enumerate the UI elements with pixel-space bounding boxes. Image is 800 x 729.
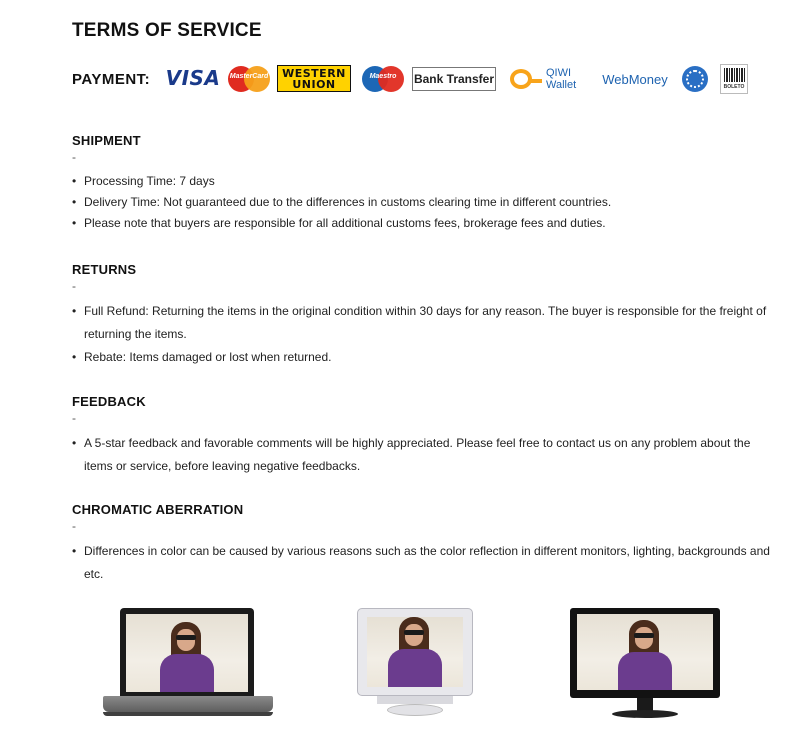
woman-photo [152,620,222,692]
barcode-icon [724,68,746,82]
visa-logo: VISA [165,66,221,90]
crt-monitor-image [357,608,473,720]
lcd-monitor-image [570,608,720,722]
western-union-line1: WESTERN [282,66,346,80]
list-item: • Differences in color can be caused by various reasons such as the color reflection in different monitors, lighting, backgrounds and etc. [72,540,772,586]
section-chromatic-aberration [72,502,772,586]
maestro-logo [362,66,404,92]
section-shipment [72,133,772,234]
list-item: • A 5-star feedback and favorable comments will be highly appreciated. Please feel free to contact us on any problem about the items or service, before leaving negative feedbacks. [72,432,772,478]
list-item: • Processing Time: 7 days [72,171,772,192]
webmoney-logo: WebMoney [602,71,668,87]
bank-transfer-logo: Bank Transfer [412,67,496,91]
section-title: FEEDBACK [72,394,146,409]
bullet-list [72,300,772,369]
payment-label: PAYMENT: [72,71,151,88]
laptop-screen [126,614,248,692]
mastercard-logo [228,66,270,92]
qiwi-wallet-logo [510,65,592,93]
maestro-logo-text: Maestro [369,73,397,80]
section-feedback [72,394,772,478]
woman-photo [380,617,450,687]
page-title: TERMS OF SERVICE [72,20,262,41]
crt-monitor-screen [367,617,463,687]
bullet-list [72,432,772,478]
section-title: CHROMATIC ABERRATION [72,502,244,517]
western-union-logo [277,65,351,92]
woman-photo [610,618,680,690]
bullet-list [72,540,772,586]
laptop-image [103,608,273,720]
western-union-line2: UNION [292,77,336,91]
section-title: RETURNS [72,262,137,277]
section-dash: - [72,411,76,425]
section-dash: - [72,150,76,164]
list-item: • Full Refund: Returning the items in the original condition within 30 days for any reason. The buyer is responsible for the freight of returning the items. [72,300,772,346]
lcd-monitor-screen [577,614,713,690]
section-title: SHIPMENT [72,133,141,148]
payment-methods-row [72,62,772,96]
section-dash: - [72,279,76,293]
webmoney-globe-icon [682,66,708,92]
qiwi-line2: Wallet [546,79,577,91]
section-returns [72,262,772,369]
boleto-logo [720,64,748,94]
boleto-label: BOLETO [723,84,745,90]
qiwi-line1: QIWI [546,67,572,79]
bullet-list [72,171,772,234]
list-item: • Rebate: Items damaged or lost when returned. [72,346,772,369]
list-item: • Delivery Time: Not guaranteed due to the differences in customs clearing time in different countries. [72,192,772,213]
section-dash: - [72,519,76,533]
mastercard-logo-text: MasterCard [229,73,269,80]
list-item: • Please note that buyers are responsible for all additional customs fees, brokerage fees and duties. [72,213,772,234]
